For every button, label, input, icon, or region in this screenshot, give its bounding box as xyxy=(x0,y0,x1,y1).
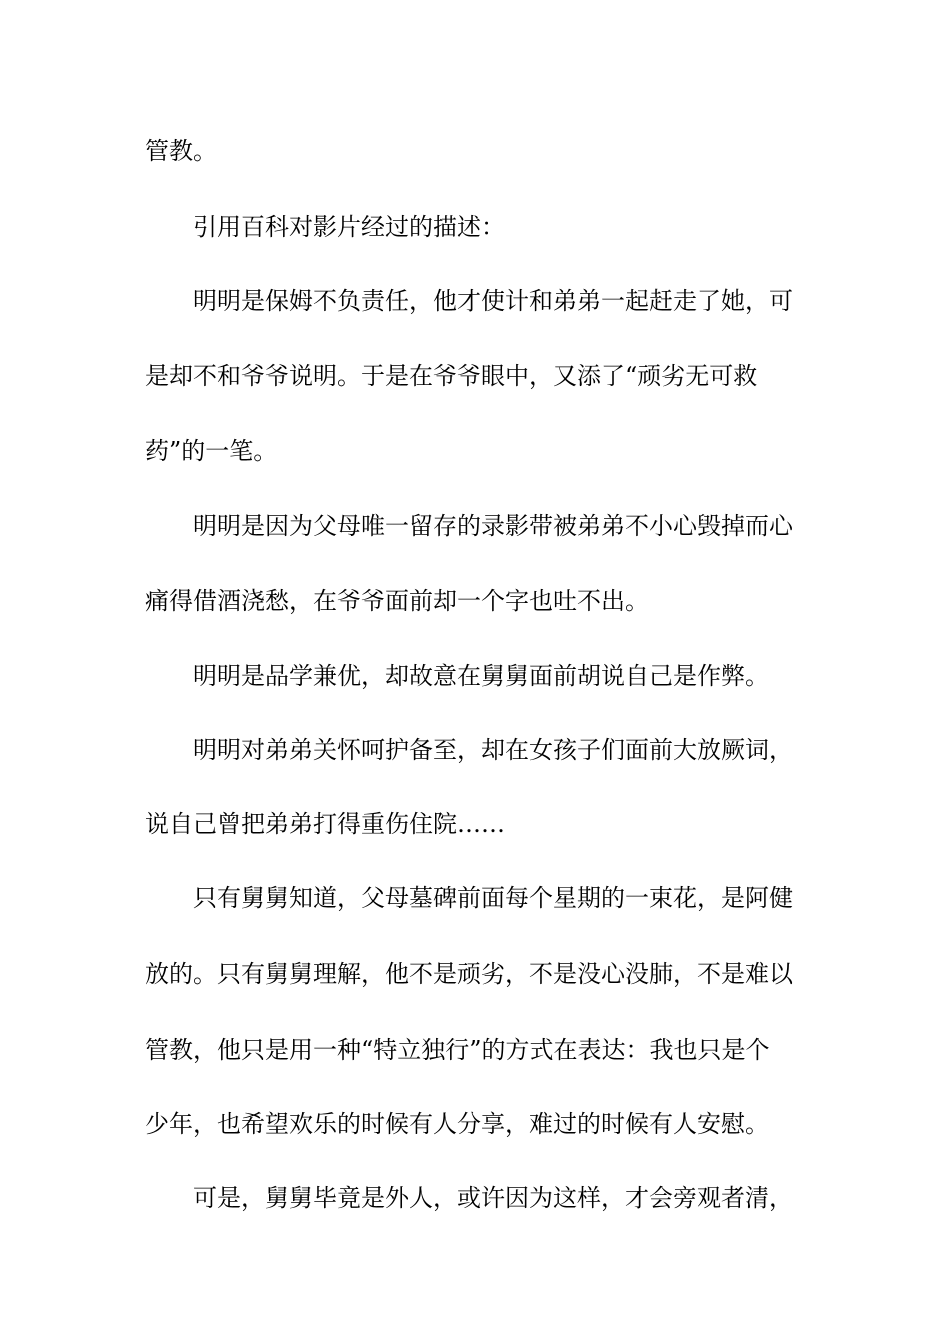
text-line: 明明对弟弟关怀呵护备至，却在女孩子们面前大放厥词， xyxy=(193,736,793,764)
text-line: 只有舅舅知道，父母墓碑前面每个星期的一束花，是阿健 xyxy=(193,884,793,912)
text-line: 说自己曾把弟弟打得重伤住院…… xyxy=(145,810,505,838)
text-line: 放的。只有舅舅理解，他不是顽劣，不是没心没肺，不是难以 xyxy=(145,960,793,988)
text-line: 管教，他只是用一种“特立独行”的方式在表达：我也只是个 xyxy=(145,1036,770,1064)
text-line: 药”的一笔。 xyxy=(145,437,278,465)
text-line: 痛得借酒浇愁，在爷爷面前却一个字也吐不出。 xyxy=(145,587,649,615)
text-line: 明明是因为父母唯一留存的录影带被弟弟不小心毁掉而心 xyxy=(193,512,793,540)
text-line: 是却不和爷爷说明。于是在爷爷眼中，又添了“顽劣无可救 xyxy=(145,362,758,390)
text-line: 管教。 xyxy=(145,137,217,165)
text-line: 可是，舅舅毕竟是外人，或许因为这样，才会旁观者清， xyxy=(193,1184,793,1212)
text-line: 明明是品学兼优，却故意在舅舅面前胡说自己是作弊。 xyxy=(193,662,769,690)
text-line: 少年，也希望欢乐的时候有人分享，难过的时候有人安慰。 xyxy=(145,1110,769,1138)
text-line: 明明是保姆不负责任，他才使计和弟弟一起赶走了她，可 xyxy=(193,287,793,315)
text-line: 引用百科对影片经过的描述： xyxy=(193,213,505,241)
